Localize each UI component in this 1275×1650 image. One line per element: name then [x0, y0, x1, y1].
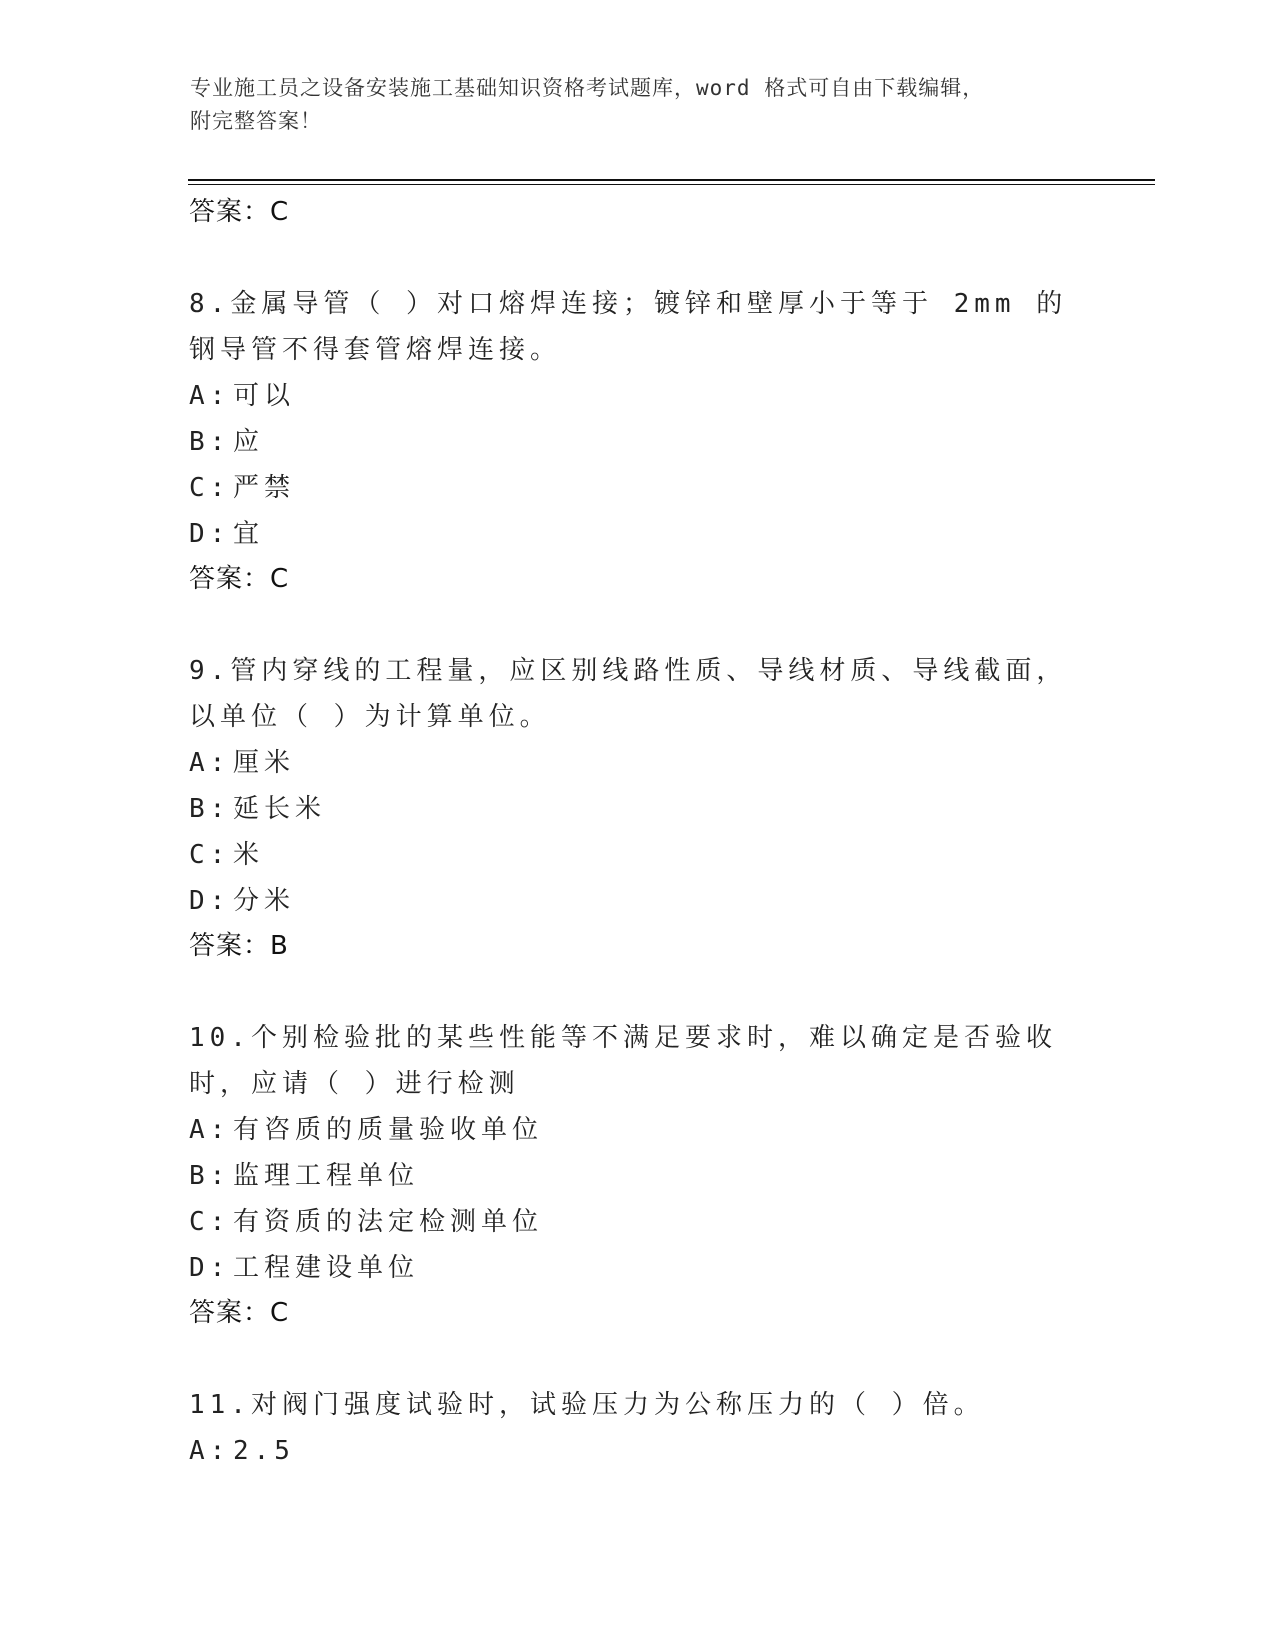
option-key: C:: [189, 473, 231, 503]
question-9: [189, 648, 1089, 968]
question-11: [189, 1382, 1089, 1474]
document-header: [190, 72, 1070, 138]
option-key: A:: [189, 748, 231, 778]
question-10: [189, 1015, 1089, 1335]
option-d: [189, 878, 1089, 924]
option-a: [189, 373, 1089, 419]
question-stem: 个别检验批的某些性能等不满足要求时，难以确定是否验收时，应请（ ）进行检测: [189, 1023, 1057, 1099]
answer: 答案：B: [189, 931, 289, 961]
option-key: C:: [189, 1207, 231, 1237]
question-list: [189, 190, 1089, 1474]
question-text: [189, 1015, 1089, 1107]
question-text: [189, 281, 1089, 373]
question-stem: 金属导管（ ）对口熔焊连接；镀锌和壁厚小于等于 2mm 的钢导管不得套管熔焊连接。: [189, 289, 1068, 365]
option-text: 厘米: [233, 748, 296, 778]
option-key: B:: [189, 1161, 231, 1191]
answer: 答案：C: [189, 564, 290, 594]
option-a: [189, 740, 1089, 786]
question-stem: 对阀门强度试验时，试验压力为公称压力的（ ）倍。: [250, 1390, 985, 1420]
question-stem: 管内穿线的工程量，应区别线路性质、导线材质、导线截面，以单位（ ）为计算单位。: [189, 656, 1068, 732]
header-line-2: 附完整答案！: [190, 109, 322, 133]
option-key: B:: [189, 427, 231, 457]
question-number: 11.: [189, 1390, 251, 1420]
option-text: 有咨质的质量验收单位: [233, 1115, 544, 1145]
header-divider-thick: [188, 179, 1155, 181]
option-key: D:: [189, 519, 231, 549]
option-c: [189, 832, 1089, 878]
option-text: 监理工程单位: [233, 1161, 420, 1191]
question-8: [189, 281, 1089, 601]
option-d: [189, 1245, 1089, 1291]
option-text: 延长米: [233, 794, 327, 824]
answer: 答案：C: [189, 1298, 290, 1328]
option-text: 分米: [233, 886, 296, 916]
option-text: 米: [233, 840, 265, 870]
option-key: D:: [189, 886, 231, 916]
question-number: 9.: [189, 656, 231, 686]
header-line-1: 专业施工员之设备安装施工基础知识资格考试题库，word 格式可自由下载编辑，: [190, 76, 985, 100]
option-text: 有资质的法定检测单位: [233, 1207, 544, 1237]
question-text: [189, 1382, 1089, 1428]
option-text: 可以: [233, 381, 296, 411]
option-b: [189, 1153, 1089, 1199]
option-b: [189, 419, 1089, 465]
option-key: A:: [189, 1115, 231, 1145]
option-text: 宜: [233, 519, 265, 549]
option-key: A:: [189, 1436, 231, 1466]
option-key: D:: [189, 1253, 231, 1283]
previous-question-answer: 答案：C: [189, 197, 290, 227]
question-text: [189, 648, 1089, 740]
option-a: [189, 1428, 1089, 1474]
option-b: [189, 786, 1089, 832]
option-d: [189, 511, 1089, 557]
option-c: [189, 1199, 1089, 1245]
option-c: [189, 465, 1089, 511]
question-number: 8.: [189, 289, 231, 319]
option-text: 工程建设单位: [233, 1253, 420, 1283]
option-key: B:: [189, 794, 231, 824]
option-text: 应: [233, 427, 265, 457]
option-key: A:: [189, 381, 231, 411]
question-number: 10.: [189, 1023, 251, 1053]
option-key: C:: [189, 840, 231, 870]
option-a: [189, 1107, 1089, 1153]
header-divider-thin: [188, 184, 1155, 185]
option-text: 严禁: [233, 473, 296, 503]
option-text: 2.5: [233, 1436, 295, 1466]
